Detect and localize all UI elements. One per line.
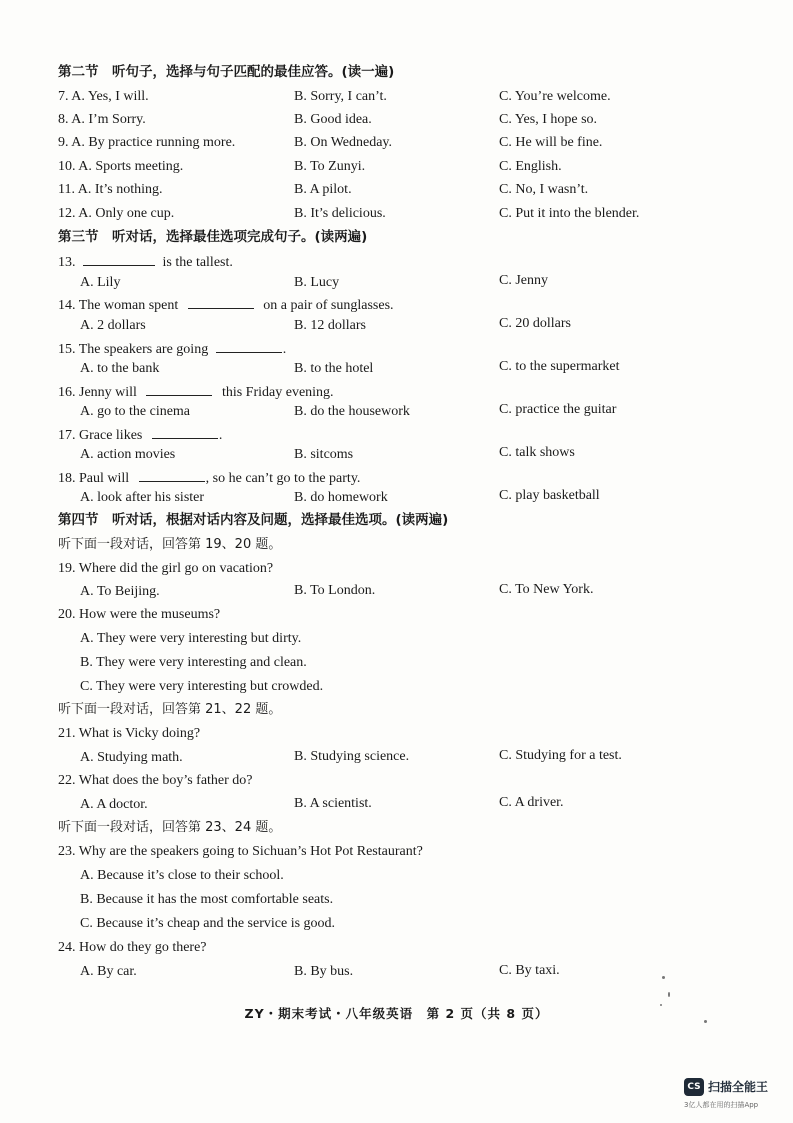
watermark-subtitle: 3亿人都在用的扫描App (684, 1101, 759, 1109)
q23-question: 23. Why are the speakers going to Sichuan’s Hot Pot Restaurant? (58, 844, 423, 859)
q17-option-a: A. action movies (80, 447, 176, 462)
q8-option-a: 8. A. I’m Sorry. (58, 112, 146, 127)
q21-option-c: C. Studying for a test. (499, 748, 622, 763)
section4-heading: 第四节 听对话，根据对话内容及问题，选择最佳选项。(读两遍) (58, 512, 449, 528)
q16-blank (146, 382, 212, 396)
q13-stem-pre: 13. (58, 255, 76, 270)
q11-option-a: 11. A. It’s nothing. (58, 182, 163, 197)
q24-question: 24. How do they go there? (58, 940, 207, 955)
q9-option-a: 9. A. By practice running more. (58, 135, 236, 150)
q18-option-c: C. play basketball (499, 488, 600, 503)
q18-option-a: A. look after his sister (80, 490, 205, 505)
q15-stem (58, 339, 286, 359)
q24-option-a: A. By car. (80, 964, 137, 979)
page-footer: ZY・期末考试・八年级英语 第 2 页（共 8 页） (244, 1006, 549, 1021)
q18-blank (139, 468, 205, 482)
q16-stem (58, 382, 334, 402)
q10-option-b: B. To Zunyi. (294, 159, 366, 174)
q7-option-c: C. You’re welcome. (499, 89, 611, 104)
q15-option-c: C. to the supermarket (499, 359, 620, 374)
q13-option-b: B. Lucy (294, 275, 340, 290)
dialogue-note-21-22: 听下面一段对话，回答第 21、22 题。 (58, 702, 282, 717)
q15-option-a: A. to the bank (80, 361, 160, 376)
q20-option-a: A. They were very interesting but dirty. (80, 631, 302, 646)
q23-option-c: C. Because it’s cheap and the service is good. (80, 916, 336, 931)
q22-option-b: B. A scientist. (294, 796, 372, 811)
q10-option-a: 10. A. Sports meeting. (58, 159, 184, 174)
scan-speck (662, 976, 665, 979)
q7-option-a: 7. A. Yes, I will. (58, 89, 149, 104)
q9-option-c: C. He will be fine. (499, 135, 603, 150)
q19-option-b: B. To London. (294, 583, 376, 598)
q14-stem-pre: 14. The woman spent (58, 298, 179, 313)
q21-option-b: B. Studying science. (294, 749, 410, 764)
q22-option-a: A. A doctor. (80, 797, 148, 812)
q21-question: 21. What is Vicky doing? (58, 726, 201, 741)
q16-option-a: A. go to the cinema (80, 404, 191, 419)
q13-stem (58, 252, 233, 272)
q18-option-b: B. do homework (294, 490, 388, 505)
q14-option-c: C. 20 dollars (499, 316, 571, 331)
q22-question: 22. What does the boy’s father do? (58, 773, 253, 788)
watermark-name: 扫描全能王 (708, 1080, 769, 1094)
scanner-watermark (684, 1076, 784, 1112)
camscanner-logo-icon: CS (684, 1078, 704, 1096)
scan-speck (668, 992, 670, 997)
q11-option-b: B. A pilot. (294, 182, 352, 197)
q15-option-b: B. to the hotel (294, 361, 374, 376)
q12-option-b: B. It’s delicious. (294, 206, 386, 221)
q17-stem (58, 425, 222, 445)
q13-blank (83, 252, 155, 266)
q17-stem-post: . (218, 428, 223, 443)
q20-option-b: B. They were very interesting and clean. (80, 655, 307, 670)
dialogue-note-23-24: 听下面一段对话，回答第 23、24 题。 (58, 820, 282, 835)
q17-option-c: C. talk shows (499, 445, 575, 460)
q16-option-c: C. practice the guitar (499, 402, 617, 417)
q7-option-b: B. Sorry, I can’t. (294, 89, 387, 104)
q23-option-a: A. Because it’s close to their school. (80, 868, 284, 883)
q13-option-a: A. Lily (80, 275, 121, 290)
q17-option-b: B. sitcoms (294, 447, 354, 462)
q24-option-c: C. By taxi. (499, 963, 560, 978)
q15-stem-post: . (282, 342, 287, 357)
q22-option-c: C. A driver. (499, 795, 564, 810)
q14-option-a: A. 2 dollars (80, 318, 146, 333)
q16-option-b: B. do the housework (294, 404, 410, 419)
q10-option-c: C. English. (499, 159, 562, 174)
q14-option-b: B. 12 dollars (294, 318, 366, 333)
q14-stem-post: on a pair of sunglasses. (263, 298, 394, 313)
q16-stem-post: this Friday evening. (221, 385, 334, 400)
q14-blank (188, 295, 254, 309)
section3-heading: 第三节 听对话，选择最佳选项完成句子。(读两遍) (58, 229, 368, 245)
q12-option-a: 12. A. Only one cup. (58, 206, 175, 221)
q8-option-b: B. Good idea. (294, 112, 372, 127)
q19-question: 19. Where did the girl go on vacation? (58, 561, 274, 576)
q16-stem-pre: 16. Jenny will (58, 385, 137, 400)
q24-option-b: B. By bus. (294, 964, 354, 979)
q19-option-a: A. To Beijing. (80, 584, 160, 599)
q11-option-c: C. No, I wasn’t. (499, 182, 589, 197)
q12-option-c: C. Put it into the blender. (499, 206, 640, 221)
section2-heading: 第二节 听句子，选择与句子匹配的最佳应答。(读一遍) (58, 64, 395, 80)
q18-stem (58, 468, 360, 488)
q13-stem-post: is the tallest. (162, 255, 233, 270)
q23-option-b: B. Because it has the most comfortable seats. (80, 892, 334, 907)
q17-stem-pre: 17. Grace likes (58, 428, 143, 443)
q15-stem-pre: 15. The speakers are going (58, 342, 209, 357)
q19-option-c: C. To New York. (499, 582, 594, 597)
q18-stem-pre: 18. Paul will (58, 471, 130, 486)
q21-option-a: A. Studying math. (80, 750, 183, 765)
q17-blank (152, 425, 218, 439)
q18-stem-post: , so he can’t go to the party. (205, 471, 361, 486)
q13-option-c: C. Jenny (499, 273, 548, 288)
dialogue-note-19-20: 听下面一段对话，回答第 19、20 题。 (58, 537, 282, 552)
q20-option-c: C. They were very interesting but crowded. (80, 679, 324, 694)
q8-option-c: C. Yes, I hope so. (499, 112, 598, 127)
q14-stem (58, 295, 394, 315)
q15-blank (216, 339, 282, 353)
q20-question: 20. How were the museums? (58, 607, 221, 622)
q9-option-b: B. On Wedneday. (294, 135, 393, 150)
